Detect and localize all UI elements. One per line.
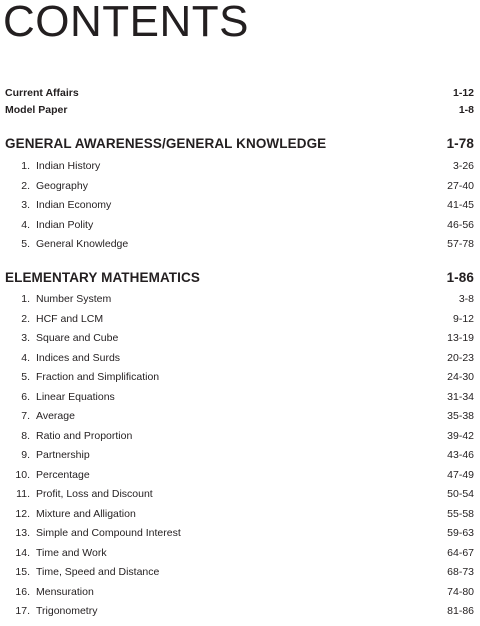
entry-label: General Knowledge: [36, 238, 129, 250]
entry-label: Linear Equations: [36, 390, 115, 403]
entry-label: Ratio and Proportion: [36, 429, 133, 442]
toc-entry[interactable]: [5, 469, 474, 481]
toc-entry[interactable]: [5, 352, 474, 364]
toc-entry[interactable]: [5, 586, 474, 598]
entry-left: [5, 410, 75, 422]
entry-pages: 41-45: [447, 199, 474, 211]
entry-number: 6.: [21, 390, 30, 403]
entry-pages: 27-40: [447, 179, 474, 192]
entry-number: 2.: [21, 179, 30, 192]
entry-number: 15.: [15, 566, 30, 578]
toc-entry[interactable]: [5, 238, 474, 250]
entry-number: 1.: [21, 160, 30, 172]
entry-number: 16.: [15, 585, 30, 598]
entry-label: Mensuration: [36, 585, 94, 598]
toc-entry[interactable]: [5, 293, 474, 305]
entry-number: 8.: [21, 429, 30, 442]
entry-label: Trigonometry: [36, 605, 98, 617]
entry-left: [5, 199, 111, 211]
toc-entry[interactable]: [5, 605, 474, 617]
toc-entry[interactable]: [5, 199, 474, 211]
entry-label: Time and Work: [36, 546, 107, 559]
entry-pages: 35-38: [447, 410, 474, 422]
entry-label: Partnership: [36, 449, 90, 461]
toc-entry[interactable]: [5, 180, 474, 192]
entry-left: [5, 352, 120, 364]
entry-pages: 68-73: [447, 566, 474, 578]
entry-number: 7.: [21, 410, 30, 422]
toc-entry[interactable]: [5, 566, 474, 578]
section-heading-general-awareness[interactable]: [5, 136, 474, 151]
entry-number: 1.: [21, 293, 30, 305]
entry-left: [5, 547, 107, 559]
entry-left: [5, 449, 90, 461]
section-title: GENERAL AWARENESS/GENERAL KNOWLEDGE: [5, 136, 327, 151]
entry-label: Indian Polity: [36, 218, 94, 231]
entry-label: Current Affairs: [5, 87, 79, 99]
entry-left: [5, 605, 97, 617]
entry-pages: 81-86: [447, 605, 474, 617]
toc-entry[interactable]: [5, 371, 474, 383]
entry-pages: 39-42: [447, 429, 474, 442]
entry-label: Indian Economy: [36, 199, 112, 211]
toc-entry[interactable]: [5, 527, 474, 539]
toc-entry[interactable]: [5, 313, 474, 325]
toc-entry[interactable]: [5, 160, 474, 172]
entry-pages: 1-12: [452, 87, 474, 99]
entry-pages: 9-12: [452, 312, 474, 325]
toc-entry[interactable]: [5, 219, 474, 231]
entry-left: [5, 219, 93, 231]
entry-label: HCF and LCM: [36, 312, 104, 325]
entry-left: [5, 238, 128, 250]
entry-number: 12.: [15, 507, 30, 520]
entry-pages: 43-46: [447, 449, 474, 461]
entry-label: Indices and Surds: [36, 351, 121, 364]
toc-entry[interactable]: [5, 508, 474, 520]
entry-label: Mixture and Alligation: [36, 507, 136, 520]
entry-left: [5, 371, 159, 383]
toc-entry-model-paper[interactable]: [5, 104, 474, 116]
entry-number: 4.: [21, 218, 30, 231]
toc-entry[interactable]: [5, 430, 474, 442]
entry-pages: 31-34: [447, 390, 474, 403]
entry-left: [5, 586, 94, 598]
section-pages: 1-86: [446, 270, 474, 285]
entry-pages: 24-30: [447, 371, 474, 383]
entry-pages: 64-67: [447, 546, 474, 559]
entry-pages: 3-8: [458, 293, 474, 305]
entry-pages: 55-58: [447, 507, 474, 520]
entry-number: 5.: [21, 238, 30, 250]
section-title: ELEMENTARY MATHEMATICS: [5, 270, 200, 285]
entry-left: [5, 488, 153, 500]
entry-left: [5, 527, 181, 539]
entry-left: [5, 332, 118, 344]
entry-pages: 57-78: [447, 238, 474, 250]
entry-left: [5, 508, 136, 520]
entry-pages: 46-56: [447, 218, 474, 231]
entry-number: 3.: [21, 332, 30, 344]
entry-left: [5, 469, 90, 481]
toc-entry-current-affairs[interactable]: [5, 87, 474, 99]
toc-entry[interactable]: [5, 449, 474, 461]
entry-left: [5, 566, 159, 578]
entry-left: [5, 430, 132, 442]
entry-number: 13.: [15, 527, 30, 539]
entry-pages: 74-80: [447, 585, 474, 598]
entry-pages: 59-63: [447, 527, 474, 539]
entry-label: Time, Speed and Distance: [36, 566, 160, 578]
toc-entry[interactable]: [5, 547, 474, 559]
entry-label: Model Paper: [5, 104, 68, 116]
entry-left: [5, 391, 115, 403]
entry-label: Number System: [36, 293, 112, 305]
entry-number: 9.: [21, 449, 30, 461]
entry-pages: 47-49: [447, 468, 474, 481]
entry-pages: 50-54: [447, 488, 474, 500]
entry-pages: 13-19: [447, 332, 474, 344]
toc-entry[interactable]: [5, 332, 474, 344]
toc-entry[interactable]: [5, 488, 474, 500]
entry-number: 4.: [21, 351, 30, 364]
entry-left: [5, 180, 88, 192]
entry-label: Geography: [36, 179, 88, 192]
entry-label: Simple and Compound Interest: [36, 527, 181, 539]
page-title: CONTENTS: [3, 0, 249, 46]
entry-label: Average: [36, 410, 75, 422]
entry-number: 17.: [15, 605, 30, 617]
toc-entry[interactable]: [5, 391, 474, 403]
entry-number: 3.: [21, 199, 30, 211]
entry-pages: 20-23: [447, 351, 474, 364]
entry-label: Percentage: [36, 468, 90, 481]
entry-left: [5, 313, 103, 325]
toc-entry[interactable]: [5, 410, 474, 422]
entry-label: Square and Cube: [36, 332, 119, 344]
entry-pages: 1-8: [458, 104, 474, 116]
entry-label: Indian History: [36, 160, 101, 172]
entry-number: 10.: [15, 468, 30, 481]
entry-number: 5.: [21, 371, 30, 383]
entry-left: [5, 293, 111, 305]
section-pages: 1-78: [446, 136, 474, 151]
entry-left: [5, 160, 100, 172]
entry-label: Fraction and Simplification: [36, 371, 160, 383]
entry-label: Profit, Loss and Discount: [36, 488, 153, 500]
section-heading-elementary-mathematics[interactable]: [5, 270, 474, 285]
entry-number: 2.: [21, 312, 30, 325]
entry-number: 11.: [16, 488, 30, 500]
entry-pages: 3-26: [452, 160, 474, 172]
entry-number: 14.: [15, 546, 30, 559]
